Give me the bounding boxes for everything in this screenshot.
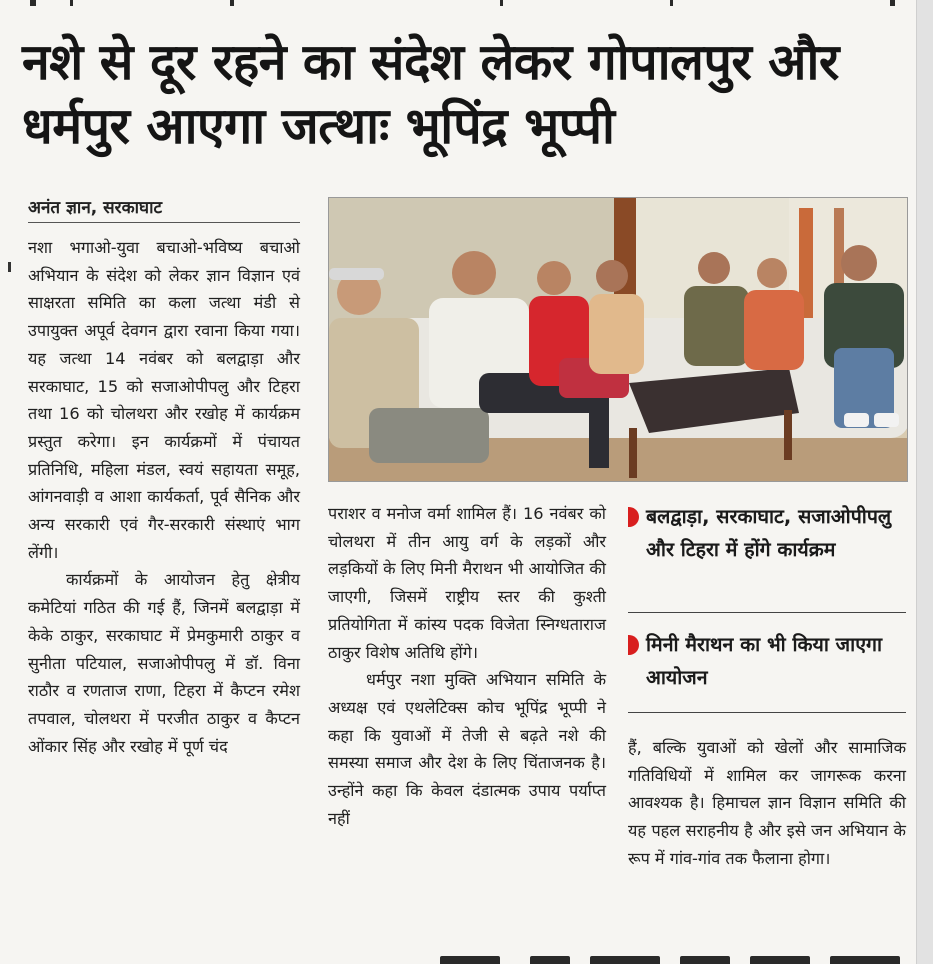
divider bbox=[628, 612, 906, 613]
cut-text-fragment-bottom bbox=[440, 954, 910, 964]
cut-text-fragment-top bbox=[30, 0, 910, 6]
paragraph: नशा भगाओ-युवा बचाओ-भविष्य बचाओ अभियान के संदेश को लेकर ज्ञान विज्ञान एवं साक्षरता समिति का कला जत्था मंडी से उपायुक्त अपूर्व देवगन द्वारा रवाना किया गया। यह जत्था 14 नवंबर को बलद्वाड़ा और सरकाघाट, 15 को सजाओपीपलु और टिहरा तथा 16 को चोलथरा और रखोह में कार्यक्रम प्रस्तुत करेगा। इन कार्यक्रमों में पंचायत प्रतिनिधि, महिला मंडल, स्वयं सहायता समूह, आंगनवाड़ी व आशा कार्यकर्ता, पूर्व सैनिक और अन्य सरकारी एवं गैर-सरकारी संस्थाएं भाग लेंगी। bbox=[28, 238, 300, 562]
news-photo bbox=[328, 197, 908, 482]
scroll-edge bbox=[916, 0, 933, 964]
group-photo-image bbox=[329, 198, 907, 481]
paragraph: हैं, बल्कि युवाओं को खेलों और सामाजिक गतिविधियों में शामिल कर जागरूक करना आवश्यक है। हिमाचल ज्ञान विज्ञान समिति की यह पहल सराहनीय है और इसे जन अभियान के रूप में गांव-गांव तक फैलाना होगा। bbox=[628, 738, 906, 868]
highlight-text: मिनी मैराथन का भी किया जाएगा आयोजन bbox=[646, 633, 883, 689]
article-column-2 bbox=[328, 500, 606, 832]
paragraph: कार्यक्रमों के आयोजन हेतु क्षेत्रीय कमेटियां गठित की गई हैं, जिनमें बलद्वाड़ा में केके ठाकुर, सरकाघाट में प्रेमकुमारी ठाकुर व सुनीता पटियाल, सजाओपीपलु में डॉ. विना राठौर व रणताज राणा, टिहरा में कैप्टन रमेश तपवाल, चोलथरा में परजीत ठाकुर व कैप्टन ओंकार सिंह और रखोह में पूर्ण चंद bbox=[28, 570, 300, 756]
highlight-box-1 bbox=[628, 500, 906, 566]
divider bbox=[628, 712, 906, 713]
article-headline: नशे से दूर रहने का संदेश लेकर गोपालपुर और धर्मपुर आएगा जत्थाः भूपिंद्र भूप्पी bbox=[22, 33, 839, 155]
article-column-1 bbox=[28, 234, 300, 760]
byline: अनंत ज्ञान, सरकाघाट bbox=[28, 195, 300, 223]
highlight-box-2 bbox=[628, 628, 906, 694]
article-column-3 bbox=[628, 734, 906, 873]
paragraph: पराशर व मनोज वर्मा शामिल हैं। 16 नवंबर को चोलथरा में तीन आयु वर्ग के लड़कों और लड़कियों के लिए मिनी मैराथन भी आयोजित की जाएगी, जिसमें राष्ट्रीय स्तर की कुश्ती प्रतियोगिता में कांस्य पदक विजेता स्निग्धताराज ठाकुर विशेष अतिथि होंगे। bbox=[328, 504, 606, 662]
margin-mark bbox=[8, 262, 11, 272]
highlight-text: बलद्वाड़ा, सरकाघाट, सजाओपीपलु और टिहरा में होंगे कार्यक्रम bbox=[646, 505, 892, 561]
paragraph: धर्मपुर नशा मुक्ति अभियान समिति के अध्यक्ष एवं एथलेटिक्स कोच भूपिंद्र भूप्पी ने कहा कि युवाओं में तेजी से बढ़ते नशे की समस्या समाज और देश के लिए चिंताजनक है। उन्होंने कहा कि केवल दंडात्मक उपाय पर्याप्त नहीं bbox=[328, 670, 606, 828]
